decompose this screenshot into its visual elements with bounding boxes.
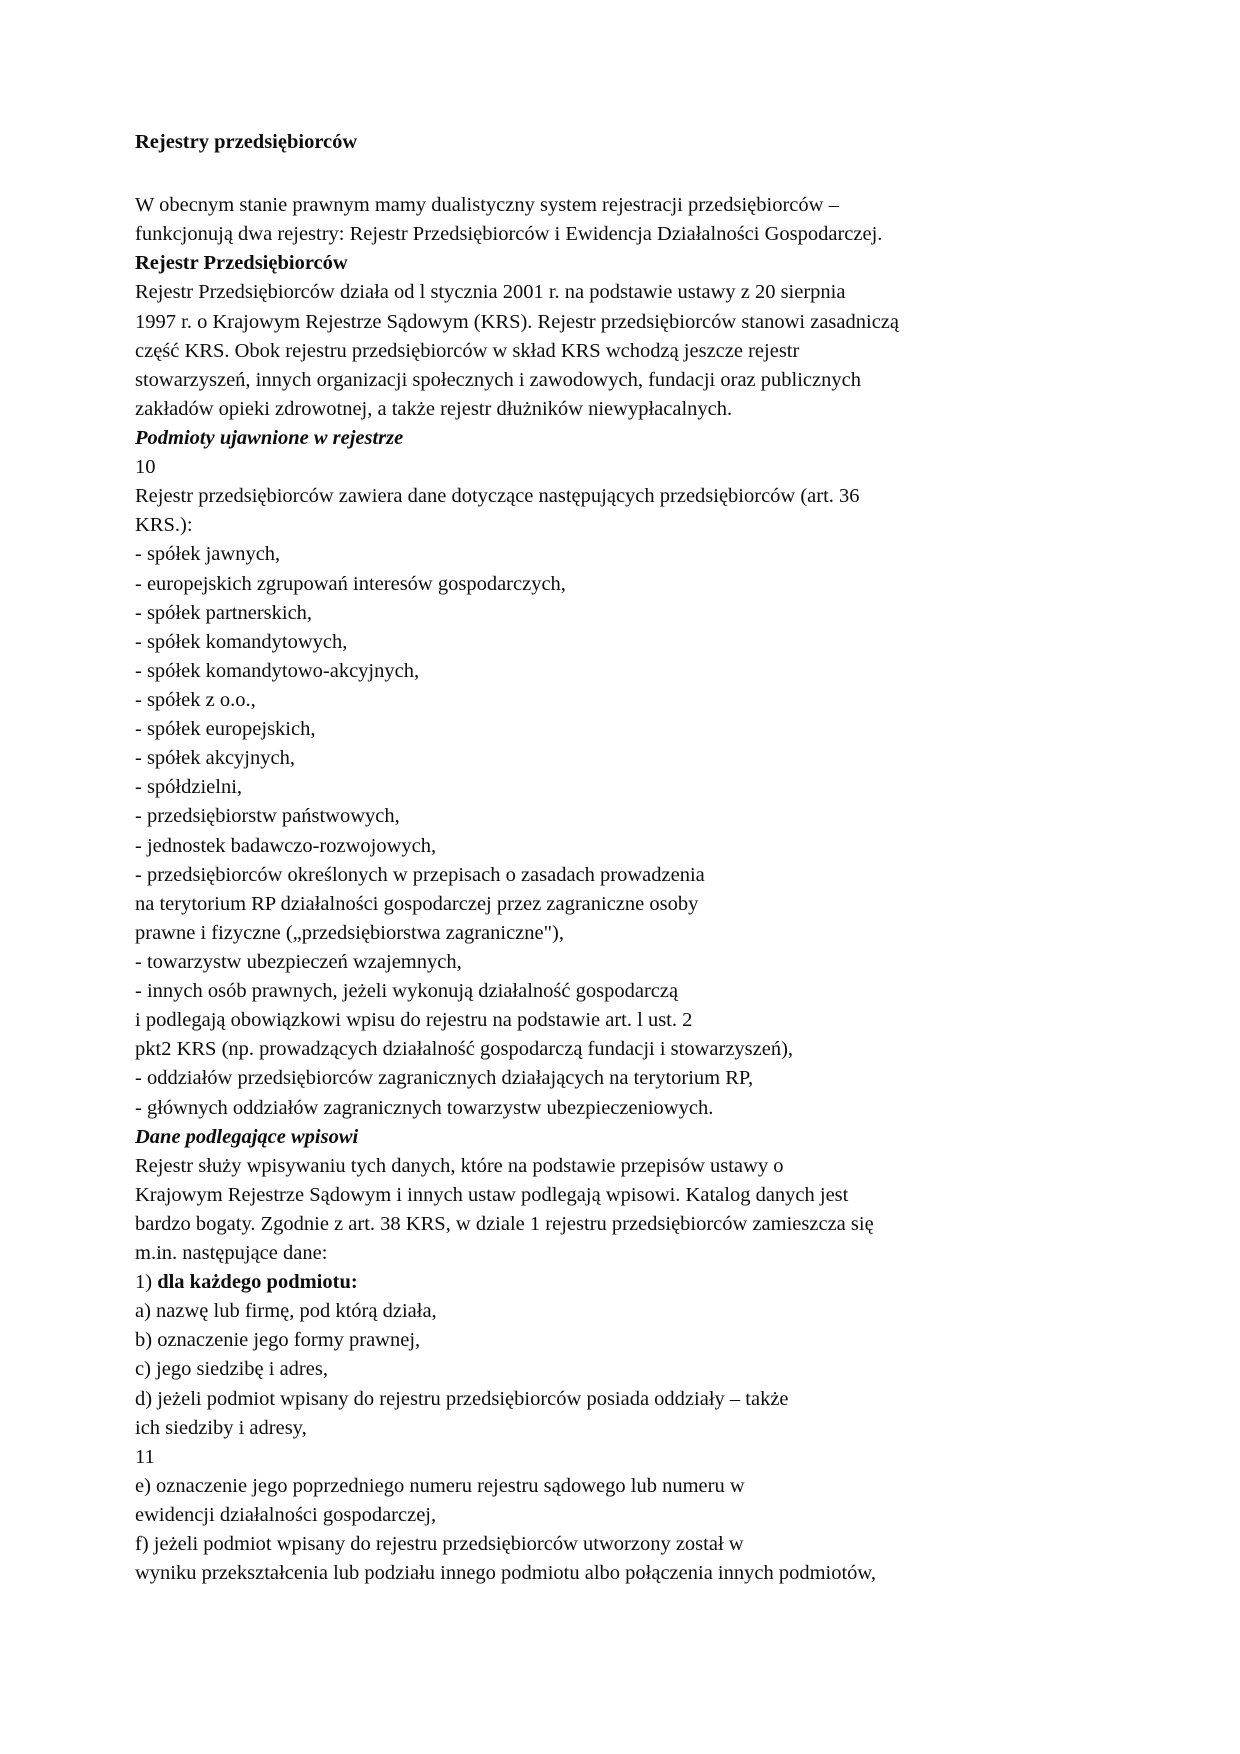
section2-line-2: KRS.): [135,514,193,537]
section3-line-2: Krajowym Rejestrze Sądowym i innych ustaw podlegają wpisowi. Katalog danych jest [135,1183,849,1206]
list-item: - spółek jawnych, [135,543,281,566]
list-item: - oddziałów przedsiębiorców zagranicznych działających na terytorium RP, [135,1067,754,1090]
section1-line-3: część KRS. Obok rejestru przedsiębiorców w skład KRS wchodzą jeszcze rejestr [135,339,800,362]
sub-item-d: d) jeżeli podmiot wpisany do rejestru przedsiębiorców posiada oddziały – także [135,1387,789,1410]
list-item: - spółek partnerskich, [135,601,313,624]
section1-line-1: Rejestr Przedsiębiorców działa od l stycznia 2001 r. na podstawie ustawy z 20 sierpnia [135,281,846,304]
section1-line-2: 1997 r. o Krajowym Rejestrze Sądowym (KRS). Rejestr przedsiębiorców stanowi zasadniczą [135,310,899,333]
document-body [135,128,1105,1588]
section-heading-dane-podlegajace-wpisowi: Dane podlegające wpisowi [135,1125,359,1148]
section3-line-3: bardzo bogaty. Zgodnie z art. 38 KRS, w dziale 1 rejestru przedsiębiorców zamieszcza się [135,1212,874,1235]
list-item-cont: i podlegają obowiązkowi wpisu do rejestru na podstawie art. l ust. 2 [135,1009,693,1032]
list-item: - przedsiębiorstw państwowych, [135,805,400,828]
page-title: Rejestry przedsiębiorców [135,131,358,153]
list-item: - spółek europejskich, [135,718,316,741]
list-item: - innych osób prawnych, jeżeli wykonują działalność gospodarczą [135,980,679,1003]
list-item: - jednostek badawczo-rozwojowych, [135,834,437,857]
page-marker-10: 10 [135,456,156,479]
sub-item-e-cont: ewidencji działalności gospodarczej, [135,1504,437,1527]
sub-item-e: e) oznaczenie jego poprzedniego numeru rejestru sądowego lub numeru w [135,1474,745,1497]
list-item-cont: prawne i fizyczne („przedsiębiorstwa zagraniczne"), [135,921,564,944]
intro-line-1: W obecnym stanie prawnym mamy dualistyczny system rejestracji przedsiębiorców – [135,194,839,217]
list-item: - spółek akcyjnych, [135,747,295,770]
sub-item-c: c) jego siedzibę i adres, [135,1358,328,1381]
section1-line-5: zakładów opieki zdrowotnej, a także rejestr dłużników niewypłacalnych. [135,397,733,420]
list-item: - przedsiębiorców określonych w przepisach o zasadach prowadzenia [135,863,705,886]
numbered-item-1-label: dla każdego podmiotu: [157,1271,358,1294]
numbered-item-1-prefix: 1) [135,1271,158,1294]
sub-item-d-cont: ich siedziby i adresy, [135,1416,307,1439]
list-item: - towarzystw ubezpieczeń wzajemnych, [135,950,462,973]
list-item-cont: pkt2 KRS (np. prowadzących działalność gospodarczą fundacji i stowarzyszeń), [135,1038,794,1061]
section3-line-4: m.in. następujące dane: [135,1242,328,1265]
section3-line-1: Rejestr służy wpisywaniu tych danych, które na podstawie przepisów ustawy o [135,1154,784,1177]
section-heading-podmioty-ujawnione: Podmioty ujawnione w rejestrze [135,426,404,449]
list-item: - spółek komandytowych, [135,630,348,653]
section2-line-1: Rejestr przedsiębiorców zawiera dane dotyczące następujących przedsiębiorców (art. 36 [135,485,860,508]
intro-line-2: funkcjonują dwa rejestry: Rejestr Przedsiębiorców i Ewidencja Działalności Gospodarczej. [135,223,883,246]
sub-item-b: b) oznaczenie jego formy prawnej, [135,1329,421,1352]
list-item: - europejskich zgrupowań interesów gospodarczych, [135,572,566,595]
section-heading-rejestr-przedsiebiorcow: Rejestr Przedsiębiorców [135,252,348,275]
list-item: - spółek z o.o., [135,688,256,711]
sub-item-f: f) jeżeli podmiot wpisany do rejestru przedsiębiorców utworzony został w [135,1533,744,1556]
list-item: - głównych oddziałów zagranicznych towarzystw ubezpieczeniowych. [135,1096,714,1119]
list-item-cont: na terytorium RP działalności gospodarczej przez zagraniczne osoby [135,892,699,915]
list-item: - spółdzielni, [135,776,243,799]
sub-item-f-cont: wyniku przekształcenia lub podziału innego podmiotu albo połączenia innych podmiotów, [135,1562,877,1585]
numbered-item-1 [135,1268,1105,1297]
list-item: - spółek komandytowo-akcyjnych, [135,659,420,682]
section1-line-4: stowarzyszeń, innych organizacji społecznych i zawodowych, fundacji oraz publicznych [135,368,861,391]
sub-item-a: a) nazwę lub firmę, pod którą działa, [135,1300,437,1323]
page-marker-11: 11 [135,1445,155,1468]
